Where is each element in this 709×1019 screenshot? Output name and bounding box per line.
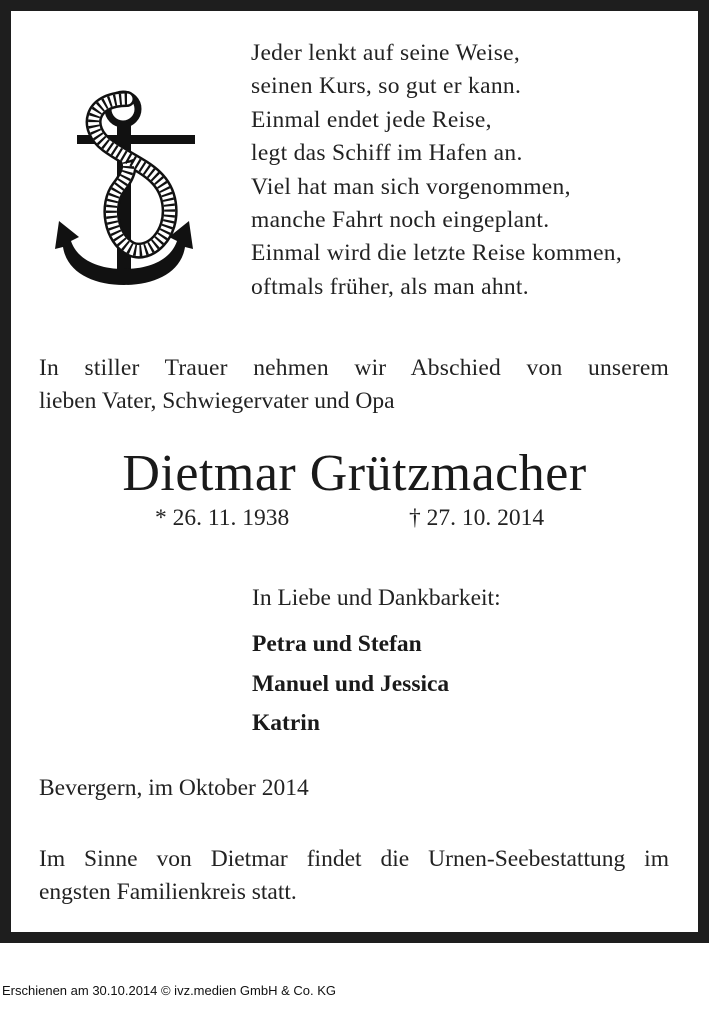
- poem-line: Jeder lenkt auf seine Weise,: [251, 40, 521, 66]
- death-date: † 27. 10. 2014: [409, 505, 545, 531]
- poem-line: Einmal endet jede Reise,: [251, 106, 492, 133]
- poem-line: Viel hat man sich vorgenommen,: [251, 173, 571, 200]
- poem-line: oftmals früher, als man ahnt.: [251, 273, 529, 300]
- note-line-1: Im Sinne von Dietmar findet die Urnen-Seebestattung im: [39, 846, 669, 872]
- intro-text: [39, 352, 669, 418]
- intro-line-2: lieben Vater, Schwiegervater und Opa: [39, 388, 395, 414]
- note-line-2: engsten Familienkreis statt.: [39, 879, 297, 905]
- poem: [251, 37, 691, 304]
- publication-footer: Erschienen am 30.10.2014 © ivz.medien GmbH & Co. KG: [2, 983, 337, 998]
- poem-line: legt das Schiff im Hafen an.: [251, 140, 523, 167]
- place-date: Bevergern, im Oktober 2014: [39, 775, 309, 801]
- mourner-name: Manuel und Jessica: [252, 670, 450, 697]
- mourners-list: [252, 625, 449, 744]
- birth-date: * 26. 11. 1938: [155, 505, 290, 531]
- mourner-name: Petra und Stefan: [252, 631, 422, 657]
- thanks-line: In Liebe und Dankbarkeit:: [252, 585, 501, 611]
- mourner-name: Katrin: [252, 710, 320, 736]
- poem-line: seinen Kurs, so gut er kann.: [251, 73, 522, 100]
- funeral-note: [39, 843, 669, 909]
- anchor-with-rope-icon: [49, 87, 221, 289]
- poem-line: manche Fahrt noch eingeplant.: [251, 207, 550, 234]
- intro-line-1: In stiller Trauer nehmen wir Abschied von unserem: [39, 355, 669, 381]
- poem-line: Einmal wird die letzte Reise kommen,: [251, 240, 623, 267]
- deceased-name: Dietmar Grützmacher: [122, 445, 587, 502]
- obituary-card: [11, 11, 698, 932]
